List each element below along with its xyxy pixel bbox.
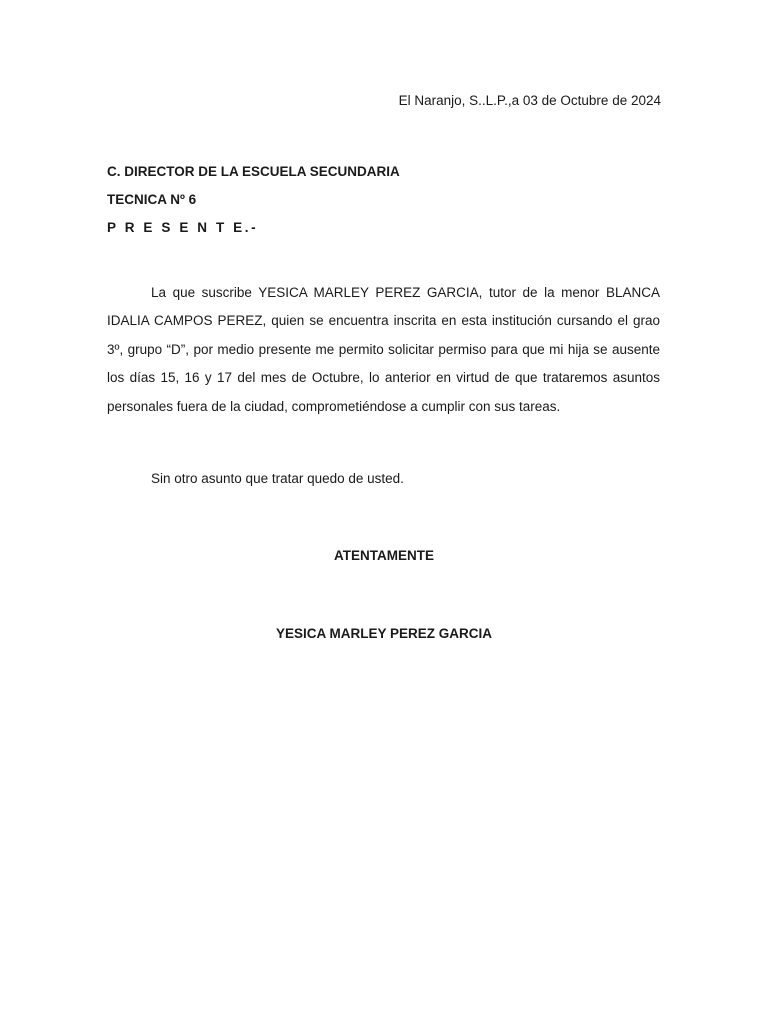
signer-name: YESICA MARLEY PEREZ GARCIA xyxy=(275,626,493,641)
body-paragraph: La que suscribe YESICA MARLEY PEREZ GARCIA, tutor de la menor BLANCA IDALIA CAMPOS PEREZ, quien se encuentra inscrita en esta institución cursando el grao 3º, grupo “D”, por medio presente me permito solicitar permiso para que mi hija se ausente los días 15, 16 y 17 del mes de Octubre, lo anterior en virtud de que trataremos asuntos personales fuera de la ciudad, comprometiéndose a cumplir con sus tareas. xyxy=(107,285,660,414)
closing-line: Sin otro asunto que tratar quedo de usted. xyxy=(151,471,404,486)
recipient-line-3: P R E S E N T E.- xyxy=(107,220,259,235)
date-line: El Naranjo, S..L.P.,a 03 de Octubre de 2024 xyxy=(398,93,661,108)
sign-off: ATENTAMENTE xyxy=(334,548,434,563)
recipient-block xyxy=(107,158,400,242)
recipient-line-2: TECNICA Nº 6 xyxy=(107,192,197,207)
recipient-line-1: C. DIRECTOR DE LA ESCUELA SECUNDARIA xyxy=(107,164,400,179)
